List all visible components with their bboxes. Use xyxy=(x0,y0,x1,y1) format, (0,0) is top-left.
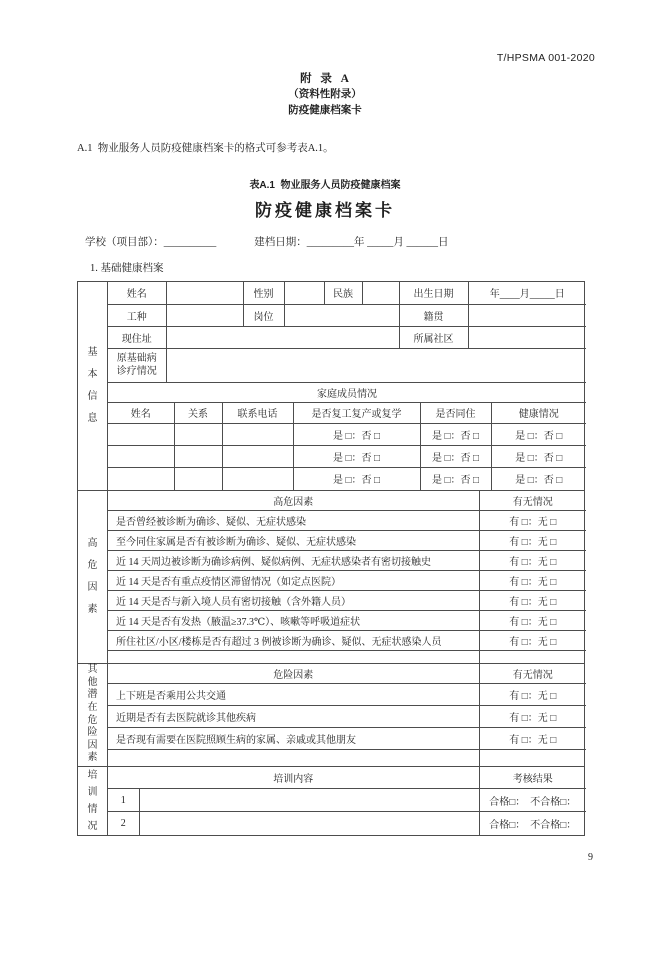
training-header-row xyxy=(108,767,586,789)
high-risk-header-row xyxy=(108,491,586,511)
appendix-heading xyxy=(0,71,650,119)
family-health-checkbox: 是 □：否 □ xyxy=(491,424,586,446)
disease-value-cell xyxy=(166,348,586,382)
basic-row-2 xyxy=(108,304,586,326)
have-none-checkbox: 有 □：无 □ xyxy=(479,631,586,651)
family-phone-cell xyxy=(222,468,293,490)
family-header-phone: 联系电话 xyxy=(222,403,293,424)
other-risk-status-header: 有无情况 xyxy=(479,664,586,684)
other-risk-section xyxy=(78,664,584,767)
high-risk-question: 所住社区/小区/楼栋是否有超过 3 例被诊断为确诊、疑似、无症状感染人员 xyxy=(108,631,479,651)
address-value-cell xyxy=(166,326,399,348)
table-caption: 表A.1 物业服务人员防疫健康档案 xyxy=(249,180,401,191)
family-row xyxy=(108,468,586,490)
have-none-checkbox: 有 □：无 □ xyxy=(479,551,586,571)
family-row xyxy=(108,446,586,468)
family-members-table xyxy=(108,403,586,490)
family-row xyxy=(108,424,586,446)
other-risk-question: 上下班是否乘用公共交通 xyxy=(108,684,479,706)
family-relation-cell xyxy=(174,446,222,468)
high-risk-row xyxy=(108,571,586,591)
family-header-row xyxy=(108,403,586,424)
family-header-cohabit: 是否同住 xyxy=(420,403,491,424)
high-risk-table xyxy=(108,491,586,663)
gender-label-cell: 性别 xyxy=(243,282,284,304)
basic-row-3 xyxy=(108,326,586,348)
basic-info-section xyxy=(78,282,584,491)
have-none-checkbox: 有 □：无 □ xyxy=(479,511,586,531)
appendix-subtitle: （资料性附录） xyxy=(288,89,362,100)
family-cohabit-checkbox: 是 □：否 □ xyxy=(420,424,491,446)
standard-code: T/HPSMA 001-2020 xyxy=(496,52,595,64)
ethnic-label-cell: 民族 xyxy=(324,282,362,304)
family-header-return-work: 是否复工复产或复学 xyxy=(293,403,420,424)
other-risk-row xyxy=(108,684,586,706)
family-title-row xyxy=(108,382,586,402)
family-header-relation: 关系 xyxy=(174,403,222,424)
birth-value-cell: 年____月_____日 xyxy=(468,282,586,304)
high-risk-vertical-label: 高危因素 xyxy=(78,491,108,663)
training-content-header: 培训内容 xyxy=(108,767,479,789)
ethnic-value-cell xyxy=(362,282,399,304)
have-none-checkbox: 有 □：无 □ xyxy=(479,611,586,631)
filing-date-label: 建档日期： xyxy=(254,237,307,248)
high-risk-row xyxy=(108,531,586,551)
page-number: 9 xyxy=(588,851,593,863)
have-none-checkbox: 有 □：无 □ xyxy=(479,531,586,551)
training-result-header: 考核结果 xyxy=(479,767,586,789)
appendix-name: 防疫健康档案卡 xyxy=(288,105,362,116)
family-return-work-checkbox: 是 □：否 □ xyxy=(293,468,420,490)
other-risk-table xyxy=(108,664,586,766)
family-header-health: 健康情况 xyxy=(491,403,586,424)
training-table xyxy=(108,767,586,835)
high-risk-question: 至今同住家属是否有被诊断为确诊、疑似、无症状感染 xyxy=(108,531,479,551)
basic-row-4 xyxy=(108,348,586,382)
have-none-checkbox: 有 □：无 □ xyxy=(479,706,586,728)
family-return-work-checkbox: 是 □：否 □ xyxy=(293,424,420,446)
empty-cell xyxy=(479,651,586,663)
family-name-cell xyxy=(108,446,174,468)
native-label-cell: 籍贯 xyxy=(399,304,468,326)
filing-month-blank: _____ xyxy=(367,237,394,248)
family-health-checkbox: 是 □：否 □ xyxy=(515,475,563,487)
other-risk-row xyxy=(108,728,586,750)
other-risk-question: 近期是否有去医院就诊其他疾病 xyxy=(108,706,479,728)
training-vertical-label: 培训情况 xyxy=(78,767,108,835)
training-content-cell xyxy=(139,789,479,812)
family-cohabit-checkbox: 是 □：否 □ xyxy=(420,446,491,468)
high-risk-question: 近 14 天是否有重点疫情区滞留情况（如定点医院） xyxy=(108,571,479,591)
community-value-cell xyxy=(468,326,586,348)
filing-year-blank: _________ xyxy=(306,237,354,248)
month-char: 月 xyxy=(393,237,404,248)
have-none-checkbox: 有 □：无 □ xyxy=(479,591,586,611)
high-risk-row xyxy=(108,631,586,651)
empty-cell xyxy=(108,750,479,766)
basic-info-table xyxy=(108,282,586,403)
other-risk-factor-header: 危险因素 xyxy=(108,664,479,684)
family-phone-cell xyxy=(222,446,293,468)
name-label-cell: 姓名 xyxy=(108,282,166,304)
pass-fail-checkbox: 合格□： 不合格□： xyxy=(479,789,586,812)
training-number-cell: 2 xyxy=(108,812,139,835)
health-record-table xyxy=(77,281,585,836)
gender-value-cell xyxy=(284,282,324,304)
other-risk-header-row xyxy=(108,664,586,684)
post-value-cell xyxy=(284,304,399,326)
high-risk-factor-header: 高危因素 xyxy=(108,491,479,511)
worktype-value-cell xyxy=(166,304,243,326)
family-title-cell: 家庭成员情况 xyxy=(108,382,586,402)
training-number-cell: 1 xyxy=(108,789,139,812)
family-relation-cell xyxy=(174,424,222,446)
community-label-cell: 所属社区 xyxy=(399,326,468,348)
high-risk-row xyxy=(108,511,586,531)
high-risk-section xyxy=(78,491,584,664)
high-risk-row xyxy=(108,611,586,631)
basic-row-1 xyxy=(108,282,586,304)
family-return-work-checkbox: 是 □：否 □ xyxy=(293,446,420,468)
pass-fail-checkbox: 合格□： 不合格□： xyxy=(489,819,577,831)
day-char: 日 xyxy=(438,237,449,248)
training-row xyxy=(108,812,586,835)
card-title: 防疫健康档案卡 xyxy=(255,201,395,220)
have-none-checkbox: 有 □：无 □ xyxy=(479,728,586,750)
other-risk-vertical-label: 其他潜在危险因素 xyxy=(78,664,108,766)
disease-label-cell xyxy=(108,348,166,382)
other-risk-row xyxy=(108,706,586,728)
family-header-name: 姓名 xyxy=(108,403,174,424)
empty-cell xyxy=(479,750,586,766)
native-value-cell xyxy=(468,304,586,326)
high-risk-empty-row xyxy=(108,651,586,663)
training-section xyxy=(78,767,584,835)
appendix-title: 附 录 A xyxy=(300,73,350,85)
family-name-cell xyxy=(108,424,174,446)
high-risk-row xyxy=(108,591,586,611)
birth-label-cell: 出生日期 xyxy=(399,282,468,304)
high-risk-question: 是否曾经被诊断为确诊、疑似、无症状感染 xyxy=(108,511,479,531)
year-char: 年 xyxy=(354,237,365,248)
disease-label-line1: 原基础病 xyxy=(116,353,157,364)
name-value-cell xyxy=(166,282,243,304)
high-risk-question: 近 14 天是否与新入境人员有密切接触（含外籍人员） xyxy=(108,591,479,611)
high-risk-status-header: 有无情况 xyxy=(479,491,586,511)
disease-label-line2: 诊疗情况 xyxy=(116,366,157,377)
have-none-checkbox: 有 □：无 □ xyxy=(479,684,586,706)
school-label: 学校（项目部）： xyxy=(85,237,164,248)
family-name-cell xyxy=(108,468,174,490)
family-relation-cell xyxy=(174,468,222,490)
filing-day-blank: ______ xyxy=(406,237,438,248)
training-content-cell xyxy=(139,812,479,835)
section-1-heading: 1. 基础健康档案 xyxy=(90,263,164,274)
address-label-cell: 现住址 xyxy=(108,326,166,348)
school-blank: __________ xyxy=(163,237,217,248)
worktype-label-cell: 工种 xyxy=(108,304,166,326)
high-risk-question: 近 14 天是否有发热（腋温≥37.3℃）、咳嗽等呼吸道症状 xyxy=(108,611,479,631)
school-date-line xyxy=(85,234,650,249)
training-row xyxy=(108,789,586,812)
family-health-checkbox: 是 □：否 □ xyxy=(491,446,586,468)
other-risk-empty-row xyxy=(108,750,586,766)
high-risk-question: 近 14 天周边被诊断为确诊病例、疑似病例、无症状感染者有密切接触史 xyxy=(108,551,479,571)
other-risk-question: 是否现有需要在医院照顾生病的家属、亲戚或其他朋友 xyxy=(108,728,479,750)
family-cohabit-checkbox: 是 □：否 □ xyxy=(420,468,491,490)
high-risk-row xyxy=(108,551,586,571)
clause-a1: A.1 物业服务人员防疫健康档案卡的格式可参考表A.1。 xyxy=(77,143,334,154)
have-none-checkbox: 有 □：无 □ xyxy=(479,571,586,591)
basic-info-vertical-label: 基本信息 xyxy=(78,282,108,490)
family-phone-cell xyxy=(222,424,293,446)
post-label-cell: 岗位 xyxy=(243,304,284,326)
empty-cell xyxy=(108,651,479,663)
